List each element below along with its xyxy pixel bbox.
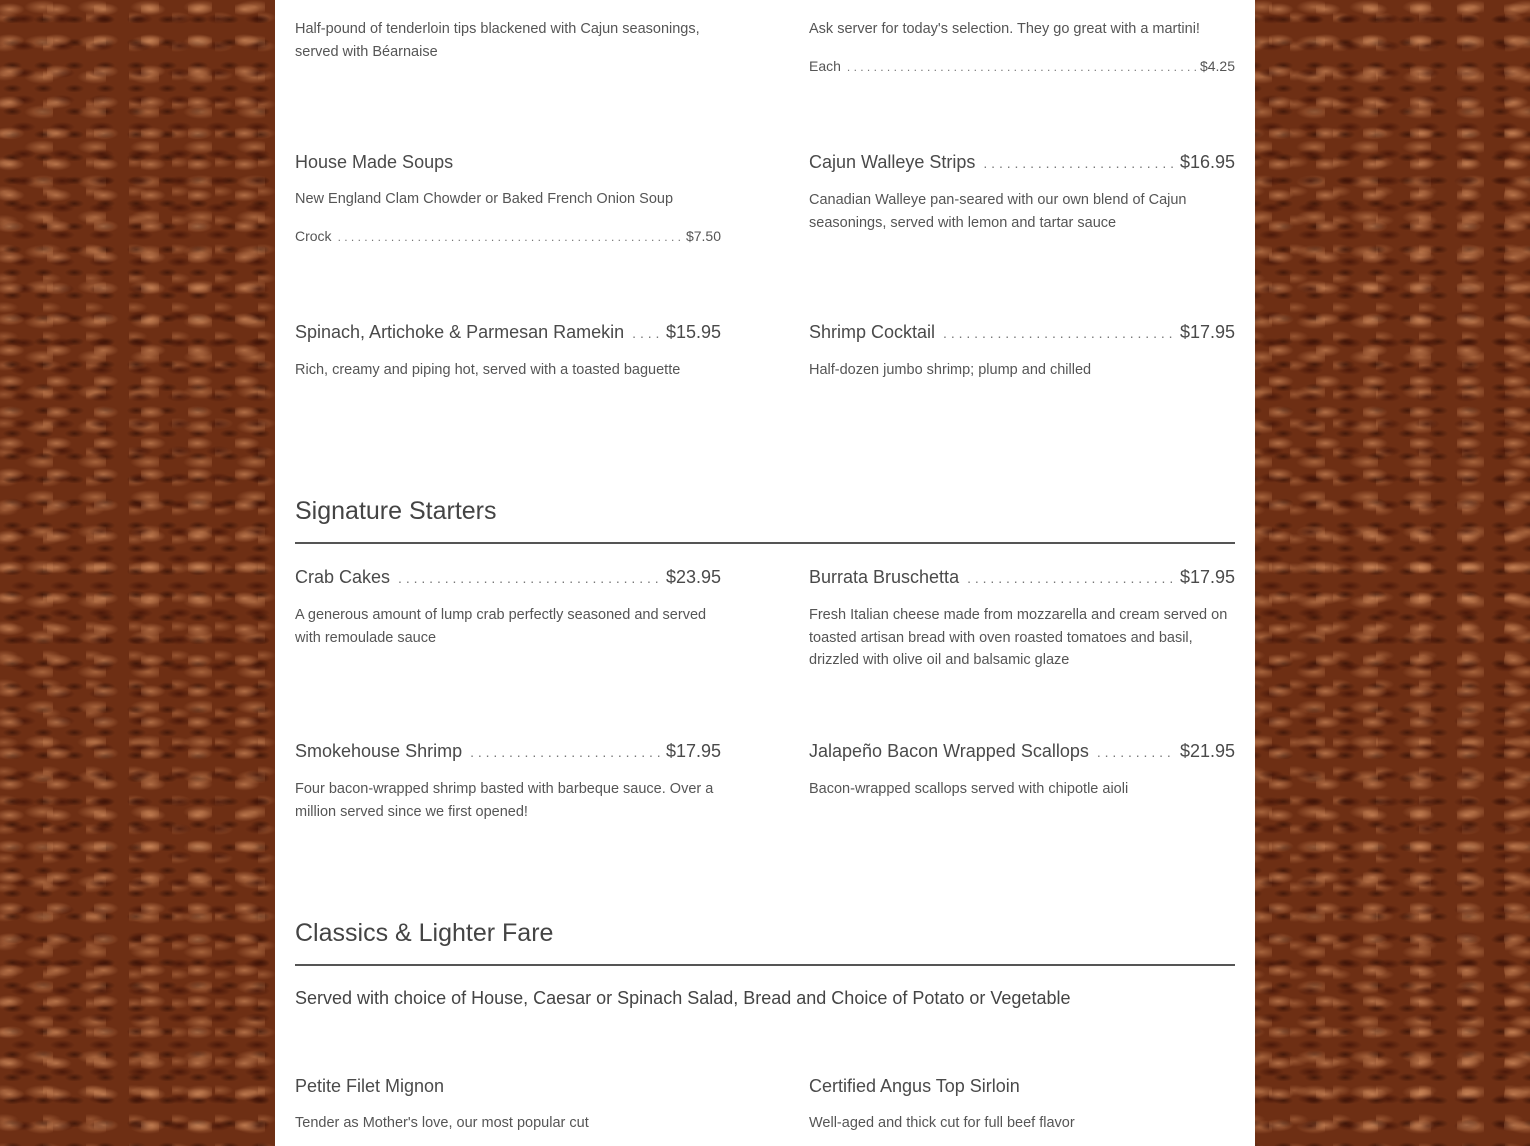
item-header	[295, 566, 721, 589]
section-divider	[295, 542, 1235, 544]
dot-leader	[632, 322, 660, 344]
item-name: Smokehouse Shrimp	[295, 741, 463, 761]
item-header	[809, 321, 1235, 344]
dot-leader	[943, 322, 1174, 344]
section-title-signature-starters: Signature Starters	[295, 497, 497, 525]
menu-item-house-made-soups	[295, 151, 721, 244]
menu-item-petite-filet-mignon	[295, 1075, 721, 1135]
item-name: Crab Cakes	[295, 567, 391, 587]
price-label: Crock	[295, 227, 332, 244]
item-name: Certified Angus Top Sirloin	[809, 1076, 1020, 1096]
item-header	[809, 1075, 1235, 1097]
item-name: Jalapeño Bacon Wrapped Scallops	[809, 741, 1089, 761]
item-header	[295, 740, 721, 763]
item-name: Spinach, Artichoke & Parmesan Ramekin	[295, 322, 625, 342]
item-header	[809, 566, 1235, 589]
item-price: $15.95	[665, 322, 721, 342]
item-description: Tender as Mother's love, our most popular cut	[295, 1115, 589, 1131]
item-description: Fresh Italian cheese made from mozzarella and cream served on toasted artisan bread with oven roasted tomatoes and basil, drizzled with olive oil and balsamic glaze	[809, 607, 1228, 668]
dot-leader	[967, 567, 1174, 589]
item-price-line	[295, 228, 721, 244]
item-description: Bacon-wrapped scallops served with chipotle aioli	[809, 781, 1129, 797]
item-price: $21.95	[1179, 741, 1235, 761]
menu-item-crab-cakes	[295, 566, 721, 649]
section-note: Served with choice of House, Caesar or Spinach Salad, Bread and Choice of Potato or Vegetable	[295, 988, 1071, 1008]
menu-item-smokehouse-shrimp	[295, 740, 721, 823]
item-header	[295, 151, 721, 173]
item-price-line	[809, 58, 1235, 74]
item-header	[295, 321, 721, 344]
menu-item-shrimp-cocktail	[809, 321, 1235, 382]
dot-leader	[847, 60, 1196, 74]
menu-item-tenderloin-tips	[295, 18, 721, 63]
item-price: $17.95	[665, 741, 721, 761]
item-description: Half-pound of tenderloin tips blackened with Cajun seasonings, served with Béarnaise	[295, 21, 700, 60]
item-description: A generous amount of lump crab perfectly seasoned and served with remoulade sauce	[295, 607, 707, 646]
item-description: New England Clam Chowder or Baked French Onion Soup	[295, 191, 674, 207]
item-description: Ask server for today's selection. They go great with a martini!	[809, 21, 1200, 37]
item-price: $23.95	[665, 567, 721, 587]
dot-leader	[470, 741, 660, 763]
menu-item-cajun-walleye-strips	[809, 151, 1235, 234]
menu-panel	[275, 0, 1255, 1146]
item-price: $16.95	[1179, 152, 1235, 172]
dot-leader	[983, 152, 1174, 174]
menu-item-angus-top-sirloin	[809, 1075, 1235, 1135]
item-description: Well-aged and thick cut for full beef flavor	[809, 1115, 1075, 1131]
item-name: Petite Filet Mignon	[295, 1076, 445, 1096]
dot-leader	[338, 230, 682, 244]
item-description: Half-dozen jumbo shrimp; plump and chilled	[809, 362, 1092, 378]
price-label: Each	[809, 57, 841, 74]
dot-leader	[1097, 741, 1174, 763]
item-header	[809, 151, 1235, 174]
item-description: Rich, creamy and piping hot, served with a toasted baguette	[295, 362, 681, 378]
item-name: Cajun Walleye Strips	[809, 152, 976, 172]
item-price: $7.50	[685, 227, 721, 244]
section-divider	[295, 964, 1235, 966]
item-price: $17.95	[1179, 322, 1235, 342]
menu-item-daily-selection	[809, 18, 1235, 74]
item-description: Four bacon-wrapped shrimp basted with barbeque sauce. Over a million served since we first opened!	[295, 781, 714, 820]
item-name: Burrata Bruschetta	[809, 567, 960, 587]
menu-item-spinach-ramekin	[295, 321, 721, 382]
item-description: Canadian Walleye pan-seared with our own blend of Cajun seasonings, served with lemon and tartar sauce	[809, 192, 1187, 231]
item-price: $17.95	[1179, 567, 1235, 587]
item-name: Shrimp Cocktail	[809, 322, 936, 342]
dot-leader	[398, 567, 660, 589]
item-header	[809, 740, 1235, 763]
menu-item-jalapeno-scallops	[809, 740, 1235, 801]
menu-item-burrata-bruschetta	[809, 566, 1235, 672]
item-price: $4.25	[1199, 57, 1235, 74]
section-title-classics: Classics & Lighter Fare	[295, 919, 554, 947]
item-name: House Made Soups	[295, 152, 454, 172]
item-header	[295, 1075, 721, 1097]
